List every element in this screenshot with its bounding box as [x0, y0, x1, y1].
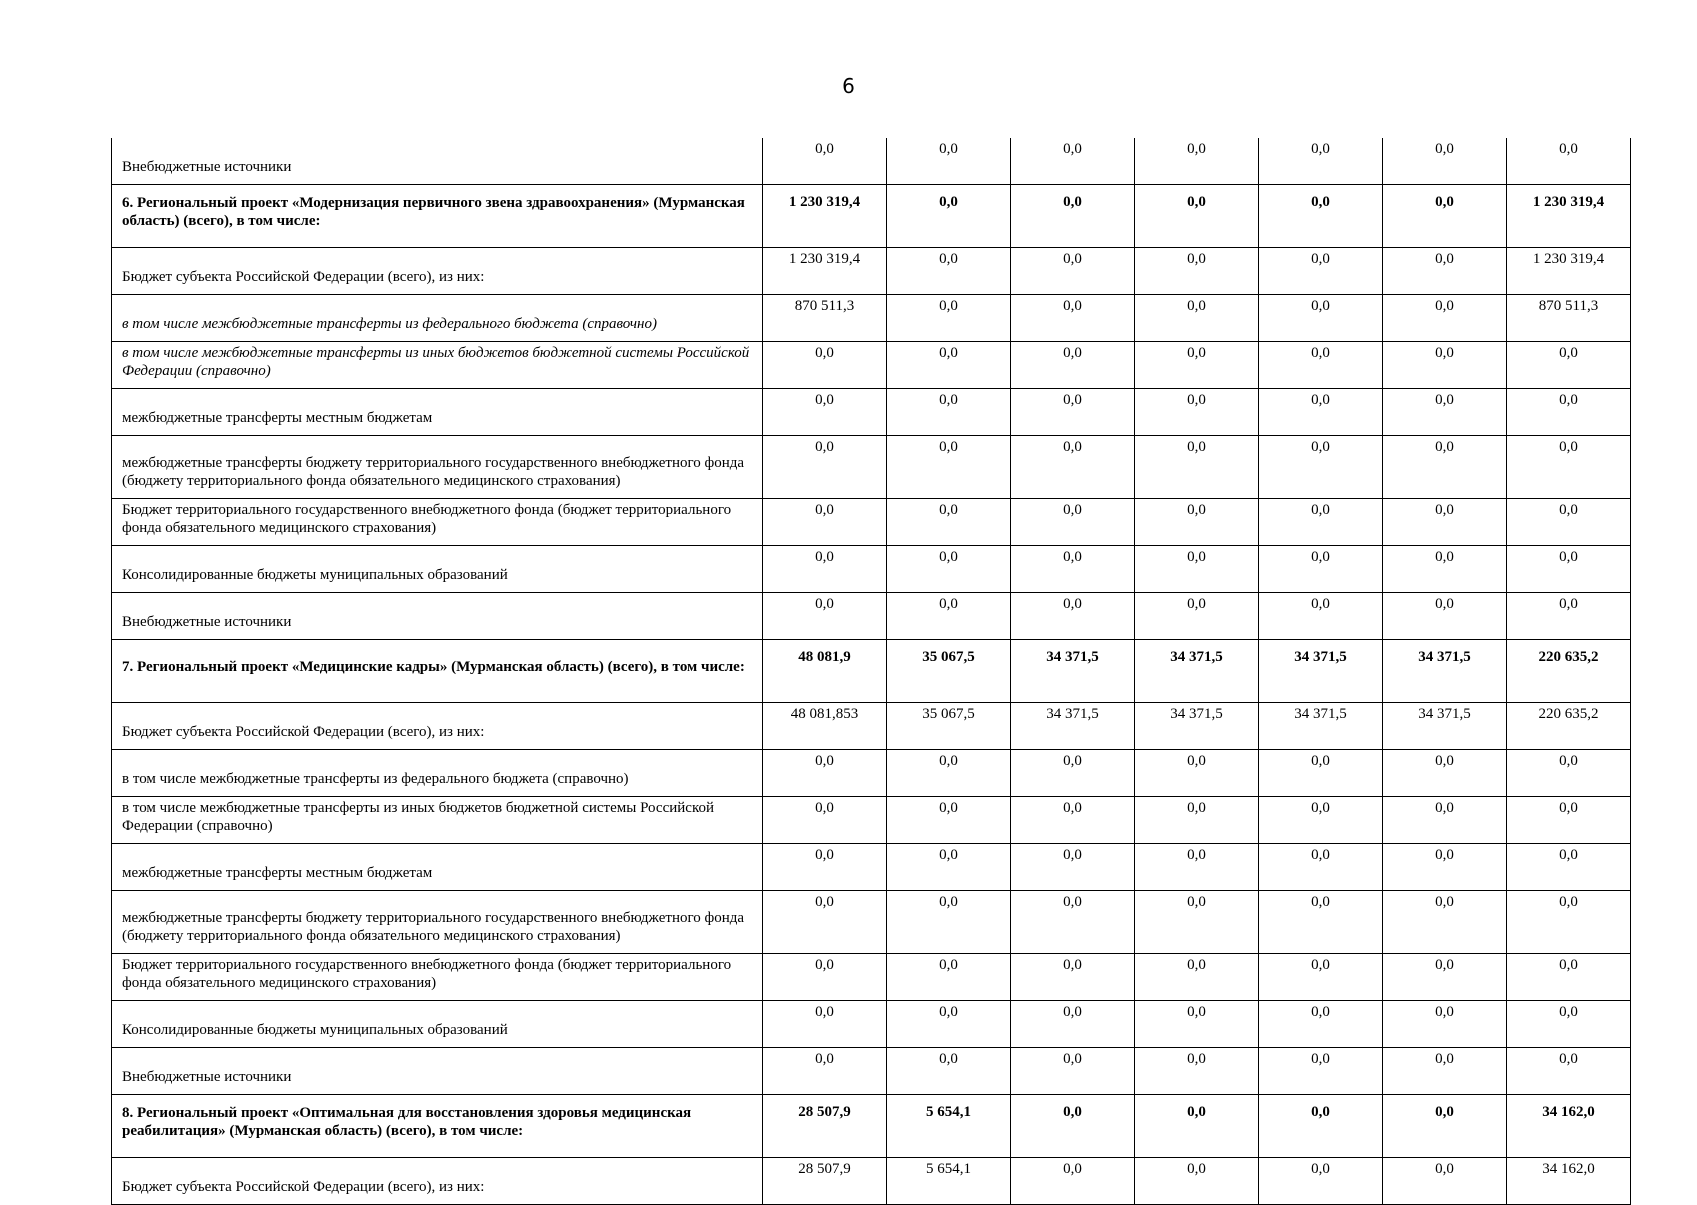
value-cell: 0,0 [763, 499, 887, 546]
value-cell: 0,0 [1011, 389, 1135, 436]
value-cell: 0,0 [887, 954, 1011, 1001]
value-cell: 0,0 [1383, 1158, 1507, 1205]
value-cell: 0,0 [1507, 1001, 1631, 1048]
row-label: межбюджетные трансферты бюджету территориального государственного внебюджетного фонда (бюджету территориального фонда обязательного медицинского страхования) [122, 455, 745, 489]
value-cell: 0,0 [1259, 436, 1383, 499]
value-cell: 0,0 [1135, 750, 1259, 797]
table-row [112, 640, 1631, 703]
value-cell: 48 081,9 [763, 640, 887, 703]
value-cell: 48 081,853 [763, 703, 887, 750]
value-cell: 34 162,0 [1507, 1158, 1631, 1205]
value-cell: 0,0 [1259, 1095, 1383, 1158]
value-cell: 5 654,1 [887, 1158, 1011, 1205]
value-cell: 0,0 [1135, 1158, 1259, 1205]
row-label: межбюджетные трансферты бюджету территориального государственного внебюджетного фонда (бюджету территориального фонда обязательного медицинского страхования) [122, 910, 745, 944]
value-cell: 0,0 [1383, 436, 1507, 499]
row-label: Бюджет субъекта Российской Федерации (всего), из них: [122, 724, 485, 740]
value-cell: 0,0 [1011, 295, 1135, 342]
value-cell: 0,0 [763, 891, 887, 954]
row-label-cell [112, 797, 763, 844]
row-label: 7. Региональный проект «Медицинские кадры» (Мурманская область) (всего), в том числе: [122, 659, 745, 675]
value-cell: 0,0 [1011, 844, 1135, 891]
value-cell: 0,0 [887, 1048, 1011, 1095]
value-cell: 0,0 [763, 844, 887, 891]
value-cell: 0,0 [1011, 342, 1135, 389]
row-label-cell [112, 185, 763, 248]
value-cell: 0,0 [887, 248, 1011, 295]
value-cell: 0,0 [763, 797, 887, 844]
value-cell: 0,0 [1259, 1001, 1383, 1048]
value-cell: 0,0 [1507, 546, 1631, 593]
value-cell: 34 371,5 [1383, 703, 1507, 750]
value-cell: 0,0 [887, 185, 1011, 248]
value-cell: 0,0 [763, 954, 887, 1001]
value-cell: 0,0 [1259, 1048, 1383, 1095]
row-label: Консолидированные бюджеты муниципальных образований [122, 567, 508, 583]
row-label: межбюджетные трансферты местным бюджетам [122, 865, 433, 881]
row-label-cell [112, 593, 763, 640]
value-cell: 0,0 [1383, 138, 1507, 185]
row-label-cell [112, 1158, 763, 1205]
table-row [112, 1048, 1631, 1095]
value-cell: 0,0 [1507, 1048, 1631, 1095]
table-row [112, 703, 1631, 750]
row-label: Внебюджетные источники [122, 159, 292, 175]
row-label: Внебюджетные источники [122, 1069, 292, 1085]
value-cell: 0,0 [1507, 436, 1631, 499]
row-label: Бюджет субъекта Российской Федерации (всего), из них: [122, 1179, 485, 1195]
value-cell: 35 067,5 [887, 640, 1011, 703]
value-cell: 0,0 [1259, 185, 1383, 248]
value-cell: 0,0 [1383, 546, 1507, 593]
value-cell: 28 507,9 [763, 1158, 887, 1205]
table-row [112, 1095, 1631, 1158]
row-label: Консолидированные бюджеты муниципальных образований [122, 1022, 508, 1038]
row-label: Бюджет территориального государственного внебюджетного фонда (бюджет территориального фонда обязательного медицинского страхования) [122, 502, 732, 536]
value-cell: 0,0 [1507, 891, 1631, 954]
value-cell: 0,0 [1383, 185, 1507, 248]
value-cell: 1 230 319,4 [763, 185, 887, 248]
row-label: в том числе межбюджетные трансферты из иных бюджетов бюджетной системы Российской Федерации (справочно) [122, 800, 715, 834]
table-row [112, 138, 1631, 185]
value-cell: 0,0 [887, 389, 1011, 436]
value-cell: 0,0 [763, 546, 887, 593]
value-cell: 0,0 [1011, 1095, 1135, 1158]
value-cell: 0,0 [1507, 844, 1631, 891]
row-label-cell [112, 499, 763, 546]
value-cell: 0,0 [1011, 436, 1135, 499]
value-cell: 0,0 [1135, 954, 1259, 1001]
row-label: в том числе межбюджетные трансферты из федерального бюджета (справочно) [122, 316, 657, 332]
value-cell: 0,0 [763, 750, 887, 797]
value-cell: 0,0 [763, 389, 887, 436]
row-label-cell [112, 844, 763, 891]
row-label-cell [112, 954, 763, 1001]
value-cell: 0,0 [887, 844, 1011, 891]
value-cell: 0,0 [1011, 499, 1135, 546]
value-cell: 0,0 [1011, 797, 1135, 844]
table-row [112, 1158, 1631, 1205]
value-cell: 34 371,5 [1383, 640, 1507, 703]
value-cell: 1 230 319,4 [763, 248, 887, 295]
value-cell: 0,0 [887, 750, 1011, 797]
value-cell: 0,0 [1507, 593, 1631, 640]
value-cell: 0,0 [887, 499, 1011, 546]
value-cell: 0,0 [763, 593, 887, 640]
row-label: Бюджет территориального государственного внебюджетного фонда (бюджет территориального фонда обязательного медицинского страхования) [122, 957, 732, 991]
value-cell: 0,0 [1135, 248, 1259, 295]
value-cell: 0,0 [1135, 342, 1259, 389]
value-cell: 0,0 [1011, 1001, 1135, 1048]
value-cell: 0,0 [1259, 954, 1383, 1001]
value-cell: 0,0 [1259, 891, 1383, 954]
value-cell: 0,0 [1383, 499, 1507, 546]
value-cell: 0,0 [1011, 1158, 1135, 1205]
value-cell: 0,0 [1135, 546, 1259, 593]
value-cell: 0,0 [1135, 1095, 1259, 1158]
value-cell: 0,0 [1383, 1001, 1507, 1048]
value-cell: 0,0 [1259, 844, 1383, 891]
value-cell: 0,0 [1507, 342, 1631, 389]
value-cell: 870 511,3 [1507, 295, 1631, 342]
value-cell: 1 230 319,4 [1507, 185, 1631, 248]
value-cell: 0,0 [1383, 797, 1507, 844]
row-label-cell [112, 295, 763, 342]
value-cell: 0,0 [763, 1048, 887, 1095]
table-row [112, 844, 1631, 891]
value-cell: 28 507,9 [763, 1095, 887, 1158]
table-row [112, 593, 1631, 640]
value-cell: 0,0 [1383, 750, 1507, 797]
value-cell: 0,0 [887, 295, 1011, 342]
value-cell: 0,0 [1383, 844, 1507, 891]
value-cell: 0,0 [1259, 1158, 1383, 1205]
row-label-cell [112, 389, 763, 436]
table-row [112, 750, 1631, 797]
value-cell: 0,0 [1011, 891, 1135, 954]
value-cell: 0,0 [1259, 248, 1383, 295]
row-label: 8. Региональный проект «Оптимальная для восстановления здоровья медицинская реабилитация» (Мурманская область) (всего), в том числе: [122, 1105, 692, 1139]
value-cell: 0,0 [887, 546, 1011, 593]
value-cell: 0,0 [1383, 389, 1507, 436]
value-cell: 0,0 [1135, 185, 1259, 248]
value-cell: 0,0 [1011, 546, 1135, 593]
value-cell: 0,0 [1383, 1048, 1507, 1095]
table-row [112, 436, 1631, 499]
value-cell: 0,0 [1011, 185, 1135, 248]
value-cell: 34 371,5 [1135, 703, 1259, 750]
value-cell: 0,0 [887, 1001, 1011, 1048]
value-cell: 0,0 [1135, 844, 1259, 891]
value-cell: 34 371,5 [1135, 640, 1259, 703]
value-cell: 5 654,1 [887, 1095, 1011, 1158]
value-cell: 0,0 [1383, 891, 1507, 954]
value-cell: 0,0 [763, 342, 887, 389]
value-cell: 0,0 [1011, 750, 1135, 797]
value-cell: 34 371,5 [1011, 640, 1135, 703]
value-cell: 0,0 [1507, 389, 1631, 436]
value-cell: 34 371,5 [1259, 703, 1383, 750]
row-label-cell [112, 546, 763, 593]
value-cell: 0,0 [887, 436, 1011, 499]
value-cell: 0,0 [763, 138, 887, 185]
value-cell: 0,0 [887, 342, 1011, 389]
value-cell: 0,0 [1011, 248, 1135, 295]
value-cell: 0,0 [1383, 593, 1507, 640]
value-cell: 0,0 [1259, 750, 1383, 797]
row-label-cell [112, 750, 763, 797]
value-cell: 0,0 [763, 1001, 887, 1048]
value-cell: 0,0 [1135, 138, 1259, 185]
table-body [112, 138, 1631, 1205]
value-cell: 0,0 [887, 797, 1011, 844]
value-cell: 0,0 [1507, 138, 1631, 185]
value-cell: 0,0 [1135, 295, 1259, 342]
value-cell: 0,0 [1383, 1095, 1507, 1158]
row-label: в том числе межбюджетные трансферты из иных бюджетов бюджетной системы Российской Федерации (справочно) [122, 345, 750, 379]
value-cell: 0,0 [1135, 389, 1259, 436]
table-row [112, 342, 1631, 389]
value-cell: 0,0 [1259, 593, 1383, 640]
table-row [112, 954, 1631, 1001]
table-row [112, 185, 1631, 248]
value-cell: 0,0 [1011, 593, 1135, 640]
value-cell: 0,0 [1507, 954, 1631, 1001]
row-label-cell [112, 891, 763, 954]
value-cell: 0,0 [1507, 750, 1631, 797]
table-row [112, 1001, 1631, 1048]
value-cell: 0,0 [1507, 797, 1631, 844]
value-cell: 0,0 [1507, 499, 1631, 546]
value-cell: 34 162,0 [1507, 1095, 1631, 1158]
budget-table [111, 138, 1631, 1205]
table-row [112, 248, 1631, 295]
value-cell: 0,0 [1259, 389, 1383, 436]
row-label-cell [112, 138, 763, 185]
value-cell: 0,0 [1011, 954, 1135, 1001]
table-row [112, 499, 1631, 546]
value-cell: 0,0 [1383, 295, 1507, 342]
value-cell: 0,0 [1383, 248, 1507, 295]
row-label-cell [112, 703, 763, 750]
value-cell: 34 371,5 [1011, 703, 1135, 750]
table-row [112, 389, 1631, 436]
value-cell: 0,0 [763, 436, 887, 499]
value-cell: 0,0 [1011, 1048, 1135, 1095]
row-label: в том числе межбюджетные трансферты из федерального бюджета (справочно) [122, 771, 629, 787]
table-row [112, 295, 1631, 342]
value-cell: 35 067,5 [887, 703, 1011, 750]
value-cell: 870 511,3 [763, 295, 887, 342]
value-cell: 0,0 [1135, 891, 1259, 954]
value-cell: 0,0 [887, 891, 1011, 954]
value-cell: 0,0 [1135, 1001, 1259, 1048]
value-cell: 220 635,2 [1507, 703, 1631, 750]
row-label: Бюджет субъекта Российской Федерации (всего), из них: [122, 269, 485, 285]
page-number: 6 [842, 74, 855, 98]
value-cell: 220 635,2 [1507, 640, 1631, 703]
value-cell: 1 230 319,4 [1507, 248, 1631, 295]
value-cell: 0,0 [1259, 797, 1383, 844]
value-cell: 0,0 [1135, 797, 1259, 844]
row-label-cell [112, 640, 763, 703]
value-cell: 0,0 [1135, 436, 1259, 499]
table-row [112, 797, 1631, 844]
value-cell: 0,0 [1011, 138, 1135, 185]
value-cell: 0,0 [1259, 546, 1383, 593]
row-label-cell [112, 248, 763, 295]
value-cell: 0,0 [887, 138, 1011, 185]
value-cell: 0,0 [1135, 499, 1259, 546]
row-label-cell [112, 1048, 763, 1095]
value-cell: 0,0 [1135, 593, 1259, 640]
value-cell: 0,0 [1135, 1048, 1259, 1095]
table-row [112, 546, 1631, 593]
table-row [112, 891, 1631, 954]
value-cell: 0,0 [1259, 499, 1383, 546]
value-cell: 0,0 [1259, 138, 1383, 185]
row-label: межбюджетные трансферты местным бюджетам [122, 410, 433, 426]
row-label-cell [112, 1001, 763, 1048]
value-cell: 0,0 [1383, 954, 1507, 1001]
value-cell: 0,0 [1259, 295, 1383, 342]
row-label-cell [112, 1095, 763, 1158]
value-cell: 0,0 [1383, 342, 1507, 389]
value-cell: 0,0 [887, 593, 1011, 640]
row-label: 6. Региональный проект «Модернизация первичного звена здравоохранения» (Мурманская область) (всего), в том числе: [122, 195, 745, 229]
row-label: Внебюджетные источники [122, 614, 292, 630]
value-cell: 0,0 [1259, 342, 1383, 389]
value-cell: 34 371,5 [1259, 640, 1383, 703]
row-label-cell [112, 342, 763, 389]
row-label-cell [112, 436, 763, 499]
